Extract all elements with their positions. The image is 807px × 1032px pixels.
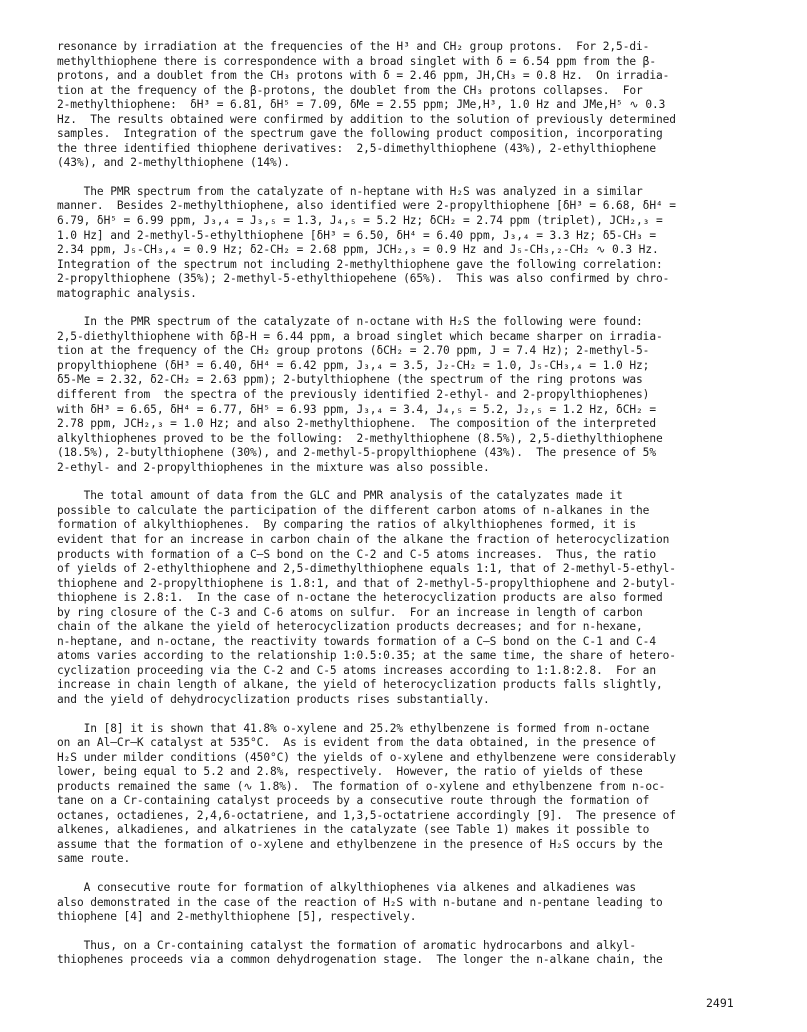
paragraph-nmr-dimethylthiophene: resonance by irradiation at the frequencies of the H³ and CH₂ group protons. For 2,5-di- methylthiophene there is correspondence with a broad singlet with δ = 6.54 ppm from the β- protons, and a doublet from the CH₃ protons with δ = 2.46 ppm, JH,CH₃ = 0.8 Hz. On irradia- tion at the frequency of the β-protons, the doublet from the CH₃ protons collapses. For 2-methylthiophene: δH³ = 6.81, δH⁵ = 7.09, δMe = 2.55 ppm; JMe,H³, 1.0 Hz and JMe,H⁵ ∿ 0.3 Hz. The results obtained were confirmed by addition to the solution of previously determined samples. Integration of the spectrum gave the following product composition, incorporating the three identified thiophene derivatives: 2,5-dimethylthiophene (43%), 2-ethylthiophene (43%), and 2-methylthiophene (14%). xyxy=(57,40,676,170)
paragraph-conclusion: Thus, on a Cr-containing catalyst the formation of aromatic hydrocarbons and alkyl- thiophenes proceeds via a common dehydrogenation stage. The longer the n-alkane chain, the xyxy=(57,938,663,967)
page-number: 2491 xyxy=(706,996,734,1010)
paragraph-heterocyclization-ratios: The total amount of data from the GLC and PMR analysis of the catalyzates made it possible to calculate the participation of the different carbon atoms of n-alkanes in the formation of alkylthiophenes. By comparing the ratios of alkylthiophenes formed, it is evident that for an increase in carbon chain of the alkane the fraction of heterocyclization products with formation of a C—S bond on the C-2 and C-5 atoms increases. Thus, the ratio of yields of 2-ethylthiophene and 2,5-dimethylthiophene equals 1:1, that of 2-methyl-5-ethyl- thiophene and 2-propylthiophene is 1.8:1, and that of 2-methyl-5-propylthiophene and 2-butyl- thiophene is 2.8:1. In the case of n-octane the heterocyclization products are also formed by ring closure of the C-3 and C-6 atoms on sulfur. For an increase in length of carbon chain of the alkane the yield of heterocyclization products decreases; and for n-hexane, n-heptane, and n-octane, the reactivity towards formation of a C—S bond on the C-1 and C-4 atoms varies according to the relationship 1:0.5:0.35; at the same time, the share of hetero- cyclization proceeding via the C-2 and C-5 atoms increases according to 1:1.8:2.8. For an increase in chain length of alkane, the yield of heterocyclization products falls slightly, and the yield of dehydrocyclization products rises substantially. xyxy=(57,489,676,706)
body-text xyxy=(57,40,753,982)
paragraph-consecutive-route: A consecutive route for formation of alkylthiophenes via alkenes and alkadienes was also demonstrated in the case of the reaction of H₂S with n-butane and n-pentane leading to thiophene [4] and 2-methylthiophene [5], respectively. xyxy=(57,880,663,924)
paragraph-xylene-ethylbenzene: In [8] it is shown that 41.8% o-xylene and 25.2% ethylbenzene is formed from n-octane on an Al—Cr—K catalyst at 535°C. As is evident from the data obtained, in the presence of H₂S under milder conditions (450°C) the yields of o-xylene and ethylbenzene were considerably lower, being equal to 5.2 and 2.8%, respectively. However, the ratio of yields of these products remained the same (∿ 1.8%). The formation of o-xylene and ethylbenzene from n-oc- tane on a Cr-containing catalyst proceeds by a consecutive route through the formation of octanes, octadienes, 2,4,6-octatriene, and 1,3,5-octatriene accordingly [9]. The presence of alkenes, alkadienes, and alkatrienes in the catalyzate (see Table 1) makes it possible to assume that the formation of o-xylene and ethylbenzene in the presence of H₂S occurs by the same route. xyxy=(57,721,676,866)
paragraph-heptane-catalyzate: The PMR spectrum from the catalyzate of n-heptane with H₂S was analyzed in a similar manner. Besides 2-methylthiophene, also identified were 2-propylthiophene [δH³ = 6.68, δH⁴ = 6.79, δH⁵ = 6.99 ppm, J₃,₄ = J₃,₅ = 1.3, J₄,₅ = 5.2 Hz; δCH₂ = 2.74 ppm (triplet), JCH₂,₃ = 1.0 Hz] and 2-methyl-5-ethylthiophene [δH³ = 6.50, δH⁴ = 6.40 ppm, J₃,₄ = 3.3 Hz; δ5-CH₃ = 2.34 ppm, J₅-CH₃,₄ = 0.9 Hz; δ2-CH₂ = 2.68 ppm, JCH₂,₃ = 0.9 Hz and J₅-CH₃,₂-CH₂ ∿ 0.3 Hz. Integration of the spectrum not including 2-methylthiophene gave the following correlation: 2-propylthiophene (35%); 2-methyl-5-ethylthiopehene (65%). This was also confirmed by chro- matographic analysis. xyxy=(57,184,676,300)
paragraph-octane-catalyzate: In the PMR spectrum of the catalyzate of n-octane with H₂S the following were found: 2,5-diethylthiophene with δβ-H = 6.44 ppm, a broad singlet which became sharper on irradia- tion at the frequency of the CH₂ group protons (δCH₂ = 2.70 ppm, J = 7.4 Hz); 2-methyl-5- propylthiophene (δH³ = 6.40, δH⁴ = 6.42 ppm, J₃,₄ = 3.5, J₂-CH₂ = 1.0, J₅-CH₃,₄ = 1.0 Hz; δ5-Me = 2.32, δ2-CH₂ = 2.63 ppm); 2-butylthiophene (the spectrum of the ring protons was different from the spectra of the previously identified 2-ethyl- and 2-propylthiophenes) with δH³ = 6.65, δH⁴ = 6.77, δH⁵ = 6.93 ppm, J₃,₄ = 3.4, J₄,₅ = 5.2, J₂,₅ = 1.2 Hz, δCH₂ = 2.78 ppm, JCH₂,₃ = 1.0 Hz; and also 2-methylthiophene. The composition of the interpreted alkylthiophenes proved to be the following: 2-methylthiophene (8.5%), 2,5-diethylthiophene (18.5%), 2-butylthiophene (30%), and 2-methyl-5-propylthiophene (43%). The presence of 5% 2-ethyl- and 2-propylthiophenes in the mixture was also possible. xyxy=(57,315,663,474)
